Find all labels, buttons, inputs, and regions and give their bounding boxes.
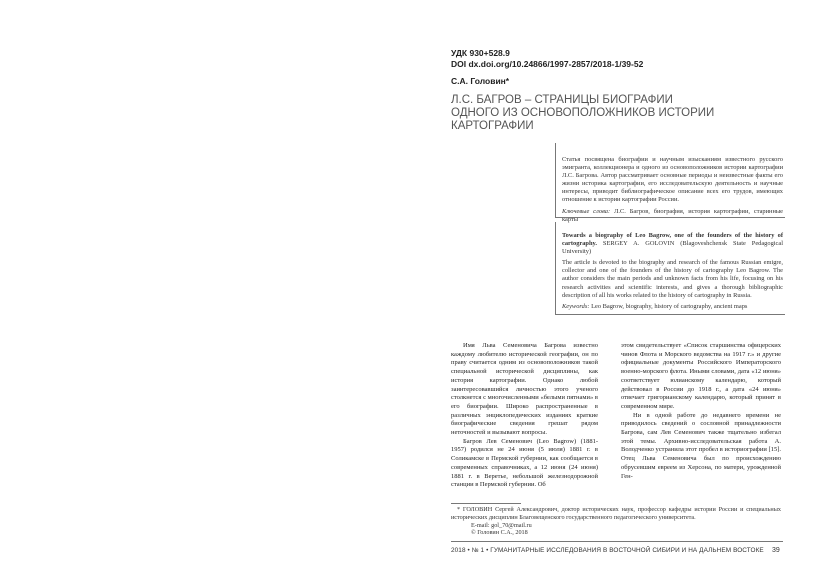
footnote-copyright: © Головин С.А., 2018	[471, 529, 528, 537]
keywords-label-en: Keywords:	[562, 302, 590, 310]
keywords-en: Leo Bagrow, biography, history of cartography, ancient maps	[591, 302, 748, 310]
footnote	[451, 506, 781, 537]
page-number: 39	[772, 547, 780, 554]
abstract-en	[562, 232, 783, 311]
author-name: С.А. Головин*	[451, 76, 510, 86]
title-line-2: ОДНОГО ИЗ ОСНОВОПОЛОЖНИКОВ ИСТОРИИ КАРТОГРАФИИ	[451, 107, 715, 132]
abstract-en-text: The article is devoted to the biography and research of the famous Russian emigre, collector and one of the founders of the history of cartography Leo Bagrow. The author considers the main periods and unknown facts from his life, focusing on his research activities and scientific interests, and gives a thorough bibliographic description of all his works related to the history of cartography in Russia.	[562, 259, 783, 299]
body-column-2	[621, 342, 781, 481]
abstract-en-underline	[555, 314, 785, 315]
keywords-label-ru: Ключевые слова:	[562, 207, 611, 215]
abstract-en-keywords	[562, 303, 783, 311]
footnote-separator	[451, 503, 521, 504]
body-paragraph: этом свидетельствует «Список старшинства офицерских чинов Флота и Морского ведомства на 1917 г.» и другие официальные документы Российского Императорского военно-морского флота. Иными словами, дата «12 июня» соответствует юлианскому календарю, который действовал в России до 1918 г., а дата «24 июня» отвечает григорианскому календарю, который принят в современном мире.	[621, 342, 781, 410]
keywords-ru: Л.С. Багров, биография, история картографии, старинные карты	[562, 207, 783, 223]
body-paragraph: Ни в одной работе до недавнего времени не приводилось сведений о сословной принадлежности Багрова, сам Лев Семенович также тщательно избегал этой темы. Архивно-исследовательская работа А. Володченко устранила этот пробел в историографии [15]. Отец Льва Семеновича был по происхождению обрусевшим евреем из Херсона, по матери, урожденной Ген-	[621, 411, 781, 480]
abstract-en-author: SERGEY A. GOLOVIN (Blagoveshchensk State Pedagogical University)	[562, 240, 783, 256]
journal-footer: 2018 • № 1 • ГУМАНИТАРНЫЕ ИССЛЕДОВАНИЯ В ВОСТОЧНОЙ СИБИРИ И НА ДАЛЬНЕМ ВОСТОКЕ	[451, 547, 764, 554]
abstract-en-heading	[562, 232, 783, 256]
footnote-author-info: * ГОЛОВИН Сергей Александрович, доктор исторических наук, профессор кафедры истории России и специальных исторических дисциплин Благовещенского государственного педагогического университета.	[451, 506, 781, 521]
body-column-1	[451, 342, 598, 490]
abstract-ru-keywords	[562, 208, 783, 224]
title-line-1: Л.С. БАГРОВ – СТРАНИЦЫ БИОГРАФИИ	[451, 94, 673, 106]
abstract-en-title: Towards a biography of Leo Bagrow, one of the founders of the history of cartography.	[562, 232, 783, 248]
abstract-en-rule	[555, 222, 556, 314]
body-paragraph: Багров Лев Семенович (Leo Bagrow) (1881-1957) родился не 24 июня (5 июля) 1881 г. в Соликамске в Пермской губернии, как сообщается в современных справочниках, а 12 июня (24 июня) 1881 г. в Веретье, небольшой железнодорожной станции в Пермской губернии. Об	[451, 437, 598, 489]
doi-link[interactable]: DOI dx.doi.org/10.24866/1997-2857/2018-1/39-52	[451, 59, 644, 69]
abstract-ru-text: Статья посвящена биографии и научным изысканиям известного русского эмигранта, коллекционера и одного из основоположников истории картографии Л.С. Багрова. Автор рассматривает основные периоды и неизвестные факты его жизни историка картографии, его исследовательскую деятельность и научные интересы, приводит библиографическое описание всех его трудов, имеющих отношение к истории картографии России.	[562, 156, 783, 204]
footer-rule	[451, 541, 783, 542]
body-paragraph: Имя Льва Семеновича Багрова известно каждому любителю исторической географии, он по праву считается одним из основоположников такой специальной исторической дисциплины, как история картографии. Однако любой заинтересовавшийся личностью этого ученого столкнется с многочисленными «белыми пятнами» в его биографии. Широко распространенные в различных энциклопедических изданиях краткие биографические сведения грешат рядом неточностей и вызывают вопросы.	[451, 342, 598, 437]
header-codes	[451, 48, 643, 70]
article-title	[451, 94, 791, 133]
abstract-ru-rule	[555, 143, 556, 217]
udk-code: УДК 930+528.9	[451, 48, 510, 58]
abstract-ru	[562, 156, 783, 224]
footnote-email[interactable]: E-mail: gol_70@mail.ru	[471, 521, 532, 529]
